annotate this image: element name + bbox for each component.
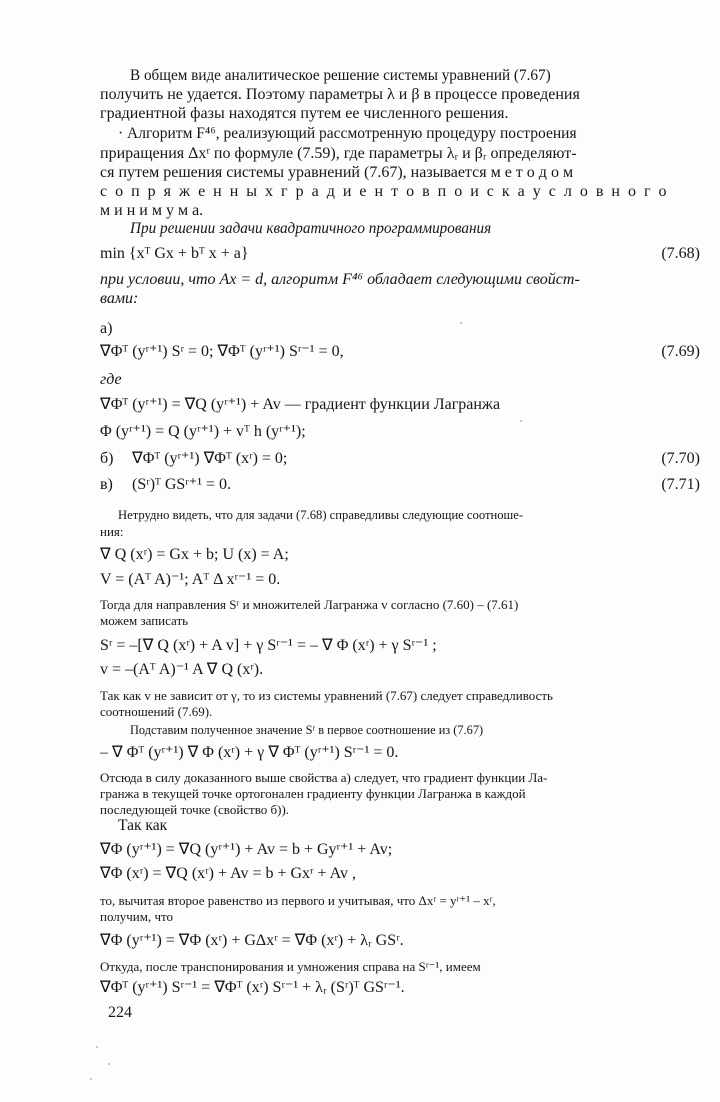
- paragraph-line: градиентной фазы находятся путем ее численного решения.: [100, 105, 509, 122]
- property-a-label: а): [100, 320, 113, 337]
- paragraph-line: приращения Δxʳ по формуле (7.59), где параметры λᵣ и βᵣ определяют-: [100, 145, 577, 162]
- small-text-line: Тогда для направления Sʳ и множителей Лагранжа v согласно (7.60) – (7.61): [100, 597, 519, 612]
- since-label: Так как: [118, 817, 168, 834]
- relation-line: ∇Φᵀ (yʳ⁺¹) Sʳ⁻¹ = ∇Φᵀ (xʳ) Sʳ⁻¹ + λᵣ (Sʳ)ᵀ GSʳ⁻¹.: [100, 979, 405, 996]
- small-text-line: получим, что: [100, 909, 174, 924]
- paragraph-line: ся путем решения системы уравнений (7.67), называется м е т о д о м: [100, 164, 574, 181]
- qp-intro: При решении задачи квадратичного программирования: [130, 220, 492, 237]
- relation-line: – ∇ Φᵀ (yʳ⁺¹) ∇ Φ (xʳ) + γ ∇ Φᵀ (yʳ⁺¹) Sʳ⁻¹ = 0.: [100, 744, 399, 761]
- small-text-line: то, вычитая второе равенство из первого и учитывая, что Δxʳ = yʳ⁺¹ – xʳ,: [100, 893, 496, 908]
- small-text-line: гранжа в текущей точке ортогонален градиенту функции Лагранжа в каждой: [100, 786, 526, 801]
- relation-line: Sʳ = –[∇ Q (xʳ) + A v] + γ Sʳ⁻¹ = – ∇ Φ (xʳ) + γ Sʳ⁻¹ ;: [100, 637, 437, 654]
- scan-speck: [96, 1046, 98, 1048]
- small-text-line: ния:: [100, 524, 124, 539]
- scan-speck: [90, 1078, 92, 1080]
- relation-line: V = (Aᵀ A)⁻¹; Aᵀ Δ xʳ⁻¹ = 0.: [100, 571, 281, 588]
- lagrange-function-line: Φ (yʳ⁺¹) = Q (yʳ⁺¹) + vᵀ h (yʳ⁺¹);: [100, 423, 306, 440]
- equation-number: (7.68): [661, 245, 700, 262]
- relation-line: v = –(Aᵀ A)⁻¹ A ∇ Q (xʳ).: [100, 661, 264, 678]
- equation-body: ∇Φᵀ (yʳ⁺¹) Sʳ = 0; ∇Φᵀ (yʳ⁺¹) Sʳ⁻¹ = 0,: [100, 343, 344, 360]
- page-number: 224: [108, 1004, 132, 1021]
- lagrange-gradient-line: ∇Φᵀ (yʳ⁺¹) = ∇Q (yʳ⁺¹) + Av — градиент функции Лагранжа: [100, 396, 501, 413]
- small-text-line: последующей точке (свойство б)).: [100, 802, 290, 817]
- equation-number: (7.70): [661, 450, 700, 467]
- equation-number: (7.71): [661, 476, 700, 493]
- relation-line: ∇Φ (yʳ⁺¹) = ∇Q (yʳ⁺¹) + Av = b + Gyʳ⁺¹ + Av;: [100, 841, 393, 858]
- paragraph-line: м и н и м у м а.: [100, 202, 204, 219]
- equation-7-71: [100, 477, 700, 497]
- paragraph-line: · Алгоритм F⁴⁶, реализующий рассмотренную процедуру построения: [118, 125, 577, 142]
- equation-body: min {xᵀ Gx + bᵀ x + a}: [100, 245, 249, 262]
- small-text-line: Так как v не зависит от γ, то из системы уравнений (7.67) следует справедливость: [100, 688, 553, 703]
- equation-7-70: [100, 451, 700, 471]
- small-text-line: Откуда, после транспонирования и умножения справа на Sʳ⁻¹, имеем: [100, 959, 481, 974]
- condition-line: при условии, что Ax = d, алгоритм F⁴⁶ обладает следующими свойст-: [100, 271, 580, 288]
- scan-speck: [460, 322, 462, 324]
- equation-label: в): [100, 476, 113, 493]
- equation-label: б): [100, 450, 114, 467]
- paragraph-line: получить не удается. Поэтому параметры λ и β в процессе проведения: [100, 86, 580, 103]
- paragraph-line: с о п р я ж е н н ы х г р а д и е н т о в п о и с к а у с л о в н о г о: [100, 183, 669, 200]
- small-text-line: можем записать: [100, 613, 189, 628]
- small-text-line: Подставим полученное значение Sʳ в первое соотношение из (7.67): [130, 722, 484, 737]
- small-text-line: Нетрудно видеть, что для задачи (7.68) справедливы следующие соотноше-: [118, 507, 524, 522]
- relation-line: ∇ Q (xʳ) = Gx + b; U (x) = A;: [100, 546, 289, 563]
- condition-line: вами:: [100, 290, 139, 307]
- equation-body: ∇Φᵀ (yʳ⁺¹) ∇Φᵀ (xʳ) = 0;: [132, 450, 288, 467]
- equation-7-68: [100, 246, 700, 266]
- equation-body: (Sʳ)ᵀ GSʳ⁺¹ = 0.: [132, 476, 232, 493]
- equation-7-69: [100, 344, 700, 364]
- equation-number: (7.69): [661, 343, 700, 360]
- relation-line: ∇Φ (xʳ) = ∇Q (xʳ) + Av = b + Gxʳ + Av ,: [100, 865, 357, 882]
- scan-speck: [520, 420, 522, 422]
- small-text-line: соотношений (7.69).: [100, 704, 213, 719]
- where-label: где: [100, 371, 122, 388]
- scan-speck: [108, 1063, 110, 1065]
- relation-line: ∇Φ (yʳ⁺¹) = ∇Φ (xʳ) + GΔxʳ = ∇Φ (xʳ) + λᵣ GSʳ.: [100, 932, 404, 949]
- paragraph-line: В общем виде аналитическое решение системы уравнений (7.67): [130, 67, 551, 84]
- small-text-line: Отсюда в силу доказанного выше свойства а) следует, что градиент функции Ла-: [100, 770, 548, 785]
